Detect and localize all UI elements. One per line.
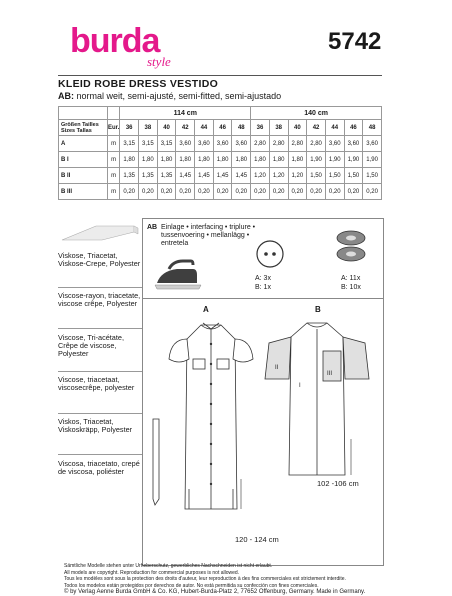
yardage-cell: 3,15	[139, 136, 158, 152]
piece-iii: III	[327, 371, 333, 377]
fabric-sv: Viskos, Triacetat, Viskoskräpp, Polyester	[58, 417, 133, 434]
footer: Sämtliche Modelle stehen unter Urheberschutz, gewerbliches Nachschneiden ist nicht erlaubt. All models are copyright. Reproduction for commercial purposes is not allowed. Tous les modèles sont sous la protection des droits d'auteur, leur reproduction à des fins commerciales est strictement interdite. Todos los modelos están protegidos por derechos de autor. No está permitida su confección con fines comerciales. © by Verlag Aenne Burda GmbH & Co. KG, Hubert-Burda-Platz 2, 77652 Offenburg, Germany. Made in Germany.	[64, 563, 366, 596]
size-header: 42	[176, 120, 195, 136]
table-row	[59, 152, 382, 168]
yardage-cell: 1,80	[157, 152, 176, 168]
yardage-cell: 0,20	[344, 184, 363, 200]
yardage-cell: 1,90	[344, 152, 363, 168]
size-header: 40	[157, 120, 176, 136]
fabric-en: Viscose-rayon, triacetate, viscose crêpe, Polyester	[58, 291, 141, 308]
piece-ii: II	[275, 365, 279, 371]
piece-i: I	[299, 383, 301, 389]
yardage-cell: 1,80	[269, 152, 288, 168]
size-header: 42	[307, 120, 326, 136]
yardage-cell: 3,15	[157, 136, 176, 152]
fabric-suggestions	[58, 218, 142, 564]
yardage-cell: 0,20	[232, 184, 251, 200]
size-header: 38	[139, 120, 158, 136]
row-label: A	[59, 136, 108, 152]
size-header: 40	[288, 120, 307, 136]
yardage-cell: 1,50	[363, 168, 382, 184]
yardage-cell: 1,50	[344, 168, 363, 184]
fabric-de: Viskose, Triacetat, Viskose-Crepe, Polyester	[58, 251, 141, 268]
yardage-cell: 0,20	[269, 184, 288, 200]
size-header: 38	[269, 120, 288, 136]
yardage-cell: 1,50	[307, 168, 326, 184]
yardage-cell: 1,80	[213, 152, 232, 168]
yardage-cell: 3,60	[232, 136, 251, 152]
row-label: B I	[59, 152, 108, 168]
yardage-cell: 0,20	[157, 184, 176, 200]
yardage-cell: 3,60	[344, 136, 363, 152]
row-label: B III	[59, 184, 108, 200]
notions-panel	[142, 218, 384, 300]
notions-label: AB	[147, 224, 158, 231]
dress-a-drawing	[153, 323, 253, 509]
yardage-cell: 1,80	[232, 152, 251, 168]
yardage-cell: 0,20	[176, 184, 195, 200]
size-header: 44	[195, 120, 214, 136]
table-row	[59, 168, 382, 184]
yardage-cell: 1,45	[213, 168, 232, 184]
yardage-cell: 0,20	[120, 184, 139, 200]
length-a: 120 - 124 cm	[235, 535, 279, 544]
width-140: 140 cm	[251, 107, 382, 120]
yardage-cell: 1,45	[195, 168, 214, 184]
yardage-cell: 1,20	[288, 168, 307, 184]
brand-name: burda	[70, 22, 160, 60]
yardage-cell: 2,80	[288, 136, 307, 152]
yardage-cell: 3,60	[195, 136, 214, 152]
size-header: 36	[120, 120, 139, 136]
length-b: 102 -106 cm	[317, 479, 359, 488]
size-header: 36	[251, 120, 270, 136]
yardage-cell: 1,90	[307, 152, 326, 168]
yardage-cell: 1,35	[120, 168, 139, 184]
yardage-cell: 1,90	[325, 152, 344, 168]
size-header: 46	[213, 120, 232, 136]
copyright: © by Verlag Aenne Burda GmbH & Co. KG, Hubert-Burda-Platz 2, 77652 Offenburg, Germany. Made in Germany.	[64, 589, 366, 596]
size-header: 46	[344, 120, 363, 136]
garment-title: KLEID ROBE DRESS VESTIDO	[58, 78, 219, 90]
yardage-cell: 2,80	[269, 136, 288, 152]
burda-logo	[70, 22, 171, 69]
yardage-cell: 1,20	[269, 168, 288, 184]
fabric-swatch-icon	[58, 218, 142, 248]
yardage-cell: 0,20	[325, 184, 344, 200]
fabric-es: Viscosa, triacetato, crepé de viscosa, poliéster	[58, 459, 140, 476]
yardage-cell: 1,80	[251, 152, 270, 168]
fabric-fr: Viscose, Tri-acétate, Crêpe de viscose, Polyester	[58, 333, 124, 358]
yardage-cell: 3,60	[213, 136, 232, 152]
interfacing-text: Einlage • interfacing • triplure • tussenvoering • mellanlägg • entretela	[161, 224, 256, 247]
table-row	[59, 136, 382, 152]
row-unit: m	[108, 152, 120, 168]
yardage-cell: 1,90	[363, 152, 382, 168]
size-header: 48	[232, 120, 251, 136]
table-row	[59, 184, 382, 200]
yardage-cell: 1,45	[176, 168, 195, 184]
row-unit: m	[108, 136, 120, 152]
yardage-cell: 0,20	[363, 184, 382, 200]
technical-drawings	[143, 299, 383, 565]
yardage-cell: 1,80	[120, 152, 139, 168]
width-114: 114 cm	[120, 107, 251, 120]
row-unit: m	[108, 168, 120, 184]
yardage-cell: 1,80	[176, 152, 195, 168]
yardage-cell: 0,20	[195, 184, 214, 200]
size-header-label: Größen Tailles Sizes Tallas	[59, 120, 108, 136]
fit-description	[58, 91, 281, 101]
view-b-label: B	[315, 305, 321, 314]
yardage-cell: 2,80	[307, 136, 326, 152]
pattern-number: 5742	[328, 28, 382, 55]
row-unit: m	[108, 184, 120, 200]
yardage-cell: 1,35	[157, 168, 176, 184]
fit-label: AB:	[58, 91, 74, 101]
fabric-nl: Viscose, triacetaat, viscosecrêpe, polyester	[58, 375, 135, 392]
yardage-cell: 1,35	[139, 168, 158, 184]
yardage-cell: 1,80	[195, 152, 214, 168]
yardage-cell: 2,80	[251, 136, 270, 152]
yardage-cell: 1,50	[325, 168, 344, 184]
yardage-cell: 1,45	[232, 168, 251, 184]
brand-sub: style	[147, 54, 171, 69]
yardage-cell: 1,80	[139, 152, 158, 168]
size-header-unit: Eur.	[108, 120, 120, 136]
yardage-cell: 0,20	[251, 184, 270, 200]
garment-views	[142, 298, 384, 566]
view-a-label: A	[203, 305, 209, 314]
yardage-cell: 1,20	[251, 168, 270, 184]
button-counts: A: 3x B: 1x	[255, 275, 271, 291]
yardage-cell: 3,15	[120, 136, 139, 152]
iron-icon	[147, 253, 207, 293]
button-icon	[255, 239, 285, 269]
size-header: 48	[363, 120, 382, 136]
size-header: 44	[325, 120, 344, 136]
yardage-cell: 0,20	[307, 184, 326, 200]
divider	[58, 75, 382, 76]
fit-text: normal weit, semi-ajusté, semi-fitted, semi-ajustado	[76, 91, 282, 101]
dress-b-drawing	[265, 323, 369, 475]
snap-fastener-icon	[333, 229, 369, 265]
yardage-cell: 3,60	[363, 136, 382, 152]
yardage-cell: 0,20	[288, 184, 307, 200]
yardage-cell: 3,60	[176, 136, 195, 152]
yardage-cell: 0,20	[213, 184, 232, 200]
row-label: B II	[59, 168, 108, 184]
yardage-cell: 3,60	[325, 136, 344, 152]
yardage-cell: 1,80	[288, 152, 307, 168]
snap-counts: A: 11x B: 10x	[341, 275, 361, 291]
yardage-table	[58, 106, 382, 200]
yardage-cell: 0,20	[139, 184, 158, 200]
